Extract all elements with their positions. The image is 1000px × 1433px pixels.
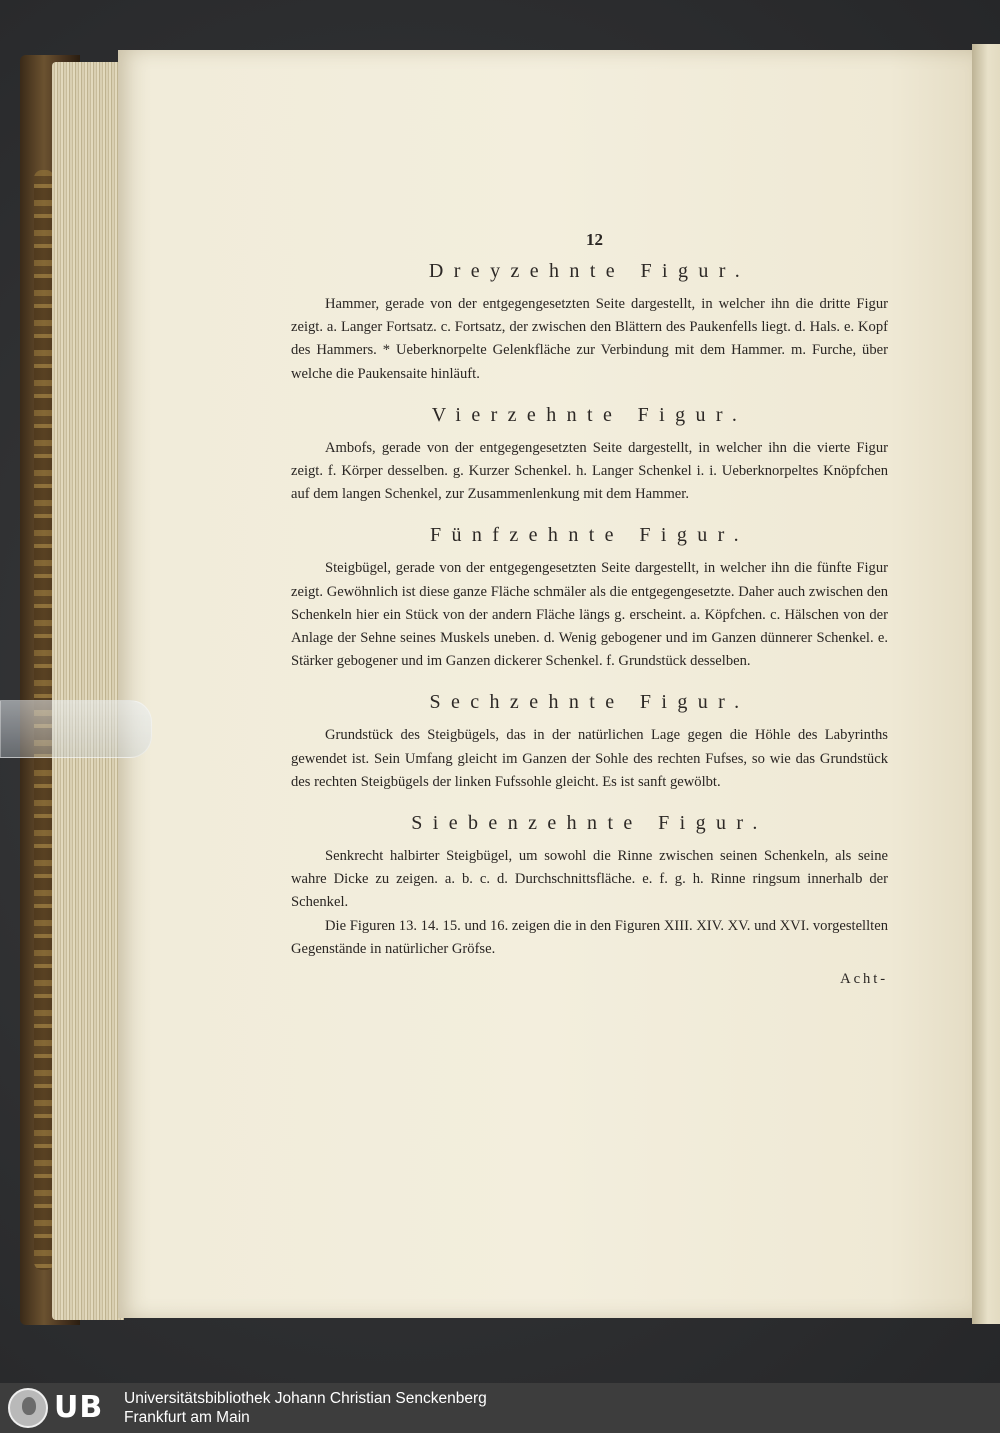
- library-footer: [0, 1383, 1000, 1433]
- catchword: Acht-: [840, 971, 888, 988]
- portrait-icon: [8, 1388, 48, 1428]
- section-title: Sechzehnte Figur.: [429, 691, 750, 714]
- section-paragraph: Ambofs, gerade von der entgegengesetzten Seite dargestellt, in welcher ihn die vierte Figur zeigt. f. Körper desselben. g. Kurzer Schenkel. h. Langer Schenkel i. i. Ueberknorpeltes Knöpfchen auf dem langen Schenkel, zur Zusammenlenkung mit dem Hammer.: [291, 439, 888, 503]
- library-logo[interactable]: [8, 1388, 116, 1428]
- facing-page-edge: [972, 44, 1000, 1324]
- section-title: Dreyzehnte Figur.: [428, 260, 751, 282]
- page-content: [291, 230, 888, 988]
- section-title: Vierzehnte Figur.: [431, 403, 748, 426]
- section-paragraph: Senkrecht halbirter Steigbügel, um sowohl die Rinne zwischen seinen Schenkeln, als seine wahre Dicke zu zeigen. a. b. c. d. Durchschnittsfläche. e. f. g. h. Rinne ringsum innerhalb der Schenkel.: [291, 848, 888, 911]
- page-edges: [52, 62, 124, 1320]
- page-clip: [0, 700, 152, 758]
- section-paragraph: Hammer, gerade von der entgegengesetzten Seite dargestellt, in welcher ihn die dritte Figur zeigt. a. Langer Fortsatz. c. Fortsatz, der zwischen den Blättern des Paukenfells liegt. d. Hals. e. Kopf des Hammers. * Ueberknorpelte Gelenkfläche zur Verbindung mit dem Hammer. m. Furche, über welche die Paukensaite hinläuft.: [291, 296, 888, 382]
- library-name-line2: Frankfurt am Main: [124, 1409, 250, 1426]
- section-paragraph: Die Figuren 13. 14. 15. und 16. zeigen die in den Figuren XIII. XIV. XV. und XVI. vorgestellten Gegenstände in natürlicher Gröfse.: [291, 917, 888, 957]
- section-title: Siebenzehnte Figur.: [411, 812, 768, 835]
- section-title: Fünfzehnte Figur.: [429, 524, 749, 547]
- section-paragraph: Steigbügel, gerade von der entgegengesetzten Seite dargestellt, in welcher ihn die fünfte Figur zeigt. Gewöhnlich ist diese ganze Fläche schmäler als die entgegengesetzte. Daher auch zwischen den Schenkeln hier ein Stück von der andern Fläche längs g. erscheint. a. Köpfchen. c. Hälschen von der Anlage der Sehne seines Muskels uneben. d. Wenig gebogener und im Ganzen dünnerer Schenkel. e. Stärker gebogener und im Ganzen dickerer Schenkel. f. Grundstück desselben.: [291, 560, 888, 670]
- page-number: 12: [586, 230, 603, 249]
- section-paragraph: Grundstück des Steigbügels, das in der natürlichen Lage gegen die Höhle des Labyrinths gewendet ist. Sein Umfang gleicht im Ganzen der Sohle des rechten Fufses, so wie das Grundstück des rechten Steigbügels der linken Fufssohle gleicht. Es ist sanft gewölbt.: [291, 727, 888, 790]
- library-name-line1: Universitätsbibliothek Johann Christian Senckenberg: [124, 1390, 487, 1407]
- ub-logo-text: UB: [54, 1390, 104, 1425]
- library-name: [124, 1389, 487, 1427]
